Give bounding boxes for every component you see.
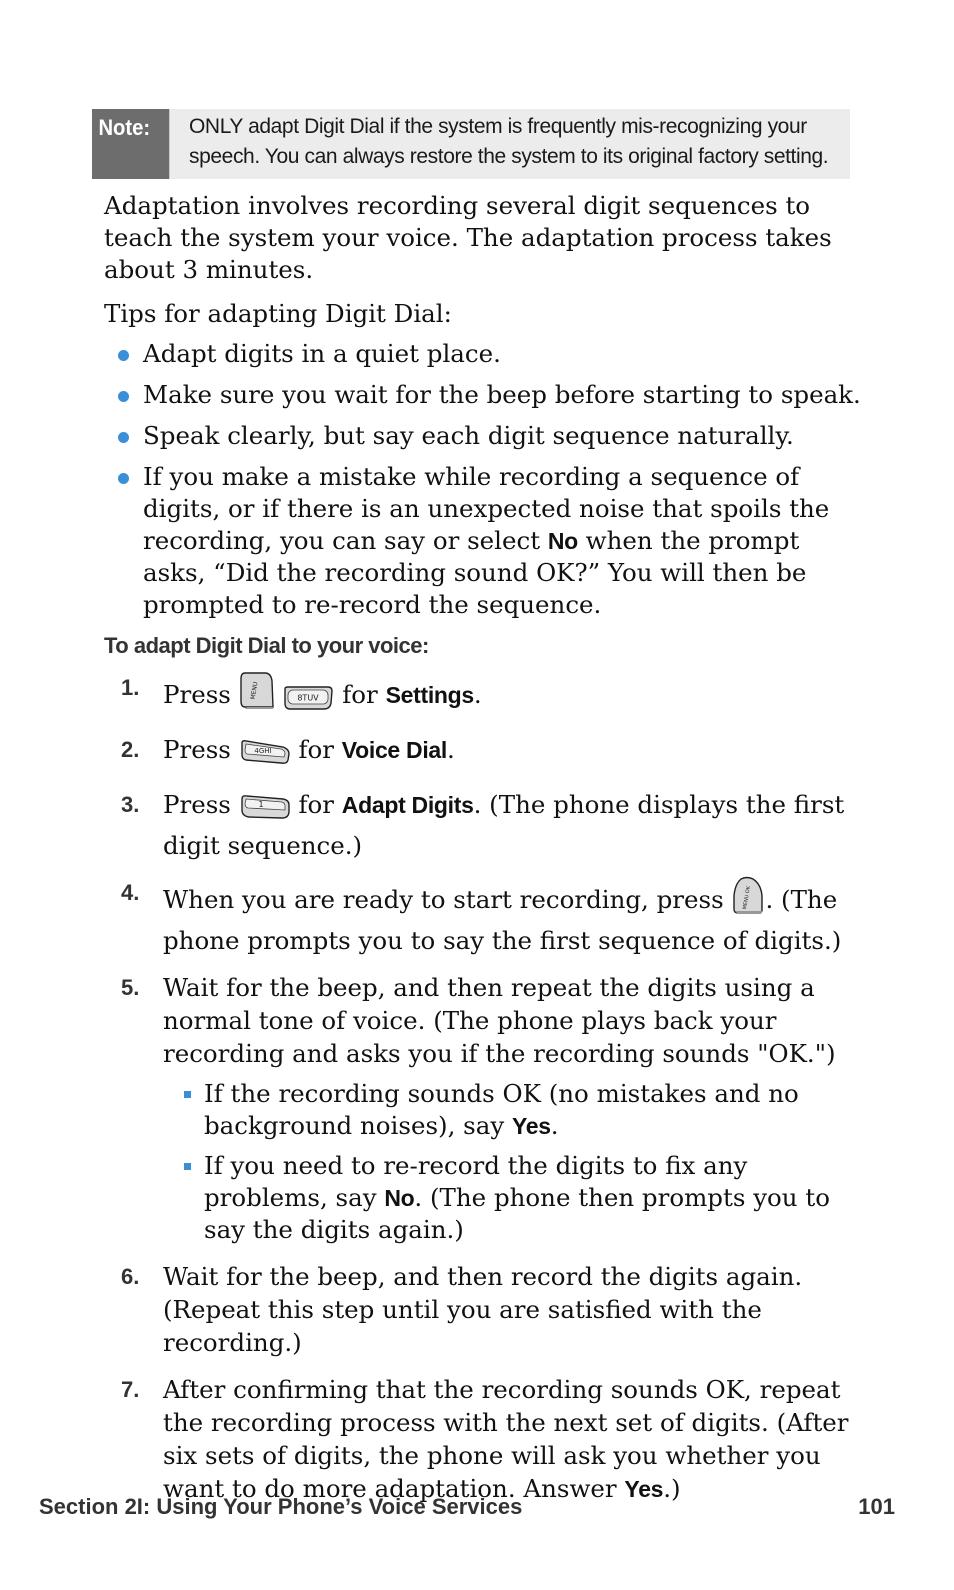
tips-list (104, 338, 864, 621)
step-number: 2. (121, 737, 140, 762)
square-bullet-icon (184, 1091, 191, 1098)
note-line-1: ONLY adapt Digit Dial if the system is frequently mis-recognizing your (189, 115, 807, 138)
keyword-yes: Yes (624, 1476, 664, 1502)
keyword-no: No (384, 1185, 415, 1211)
svg-text:8TUV: 8TUV (297, 693, 320, 703)
note-line-2: speech. You can always restore the system to its original factory setting. (189, 145, 829, 168)
step-number: 4. (121, 880, 140, 905)
step-number: 3. (121, 792, 140, 817)
bullet-icon (118, 350, 129, 361)
step-2: 2. Press 4GHI for Voice Dial. (104, 733, 864, 774)
bullet-icon (118, 432, 129, 443)
keyword-no: No (547, 528, 578, 554)
tip-item: Make sure you wait for the beep before starting to speak. (104, 379, 864, 411)
step-1: 1. Press MENU 8TUV for Settings. (104, 671, 864, 719)
key-8-icon (282, 685, 334, 719)
step-6: 6. Wait for the beep, and then record the digits again. (Repeat this step until you are satisfied with the recording.) (121, 1262, 803, 1357)
step-3: 3. Press 1 for Adapt Digits. (The phone displays the first digit sequence.) (121, 790, 845, 860)
tip-item: Adapt digits in a quiet place. (104, 338, 864, 370)
keyword-voice-dial: Voice Dial (341, 737, 447, 763)
intro-paragraph: Adaptation involves recording several digit sequences to teach the system your voice. The adaptation process takes about 3 minutes. (104, 191, 832, 284)
sub-item: If you need to re-record the digits to fix any problems, say No. (The phone then prompts you to say the digits again.) (163, 1150, 864, 1246)
step-number: 5. (121, 975, 140, 1000)
procedure-heading: To adapt Digit Dial to your voice: (104, 633, 429, 658)
tip-item: If you make a mistake while recording a sequence of digits, or if there is an unexpected noise that spoils the recording, you can say or select No when the prompt asks, “Did the recording sound OK?” You will then be prompted to re-record the sequence. (104, 461, 864, 621)
page-footer (39, 1494, 895, 1520)
svg-text:MENU: MENU (249, 681, 260, 701)
bullet-icon (118, 391, 129, 402)
menu-key-icon (239, 671, 275, 719)
note-text (176, 109, 850, 179)
step-number: 7. (121, 1377, 140, 1402)
step-5-sublist (163, 1078, 864, 1246)
keyword-yes: Yes (512, 1113, 551, 1139)
svg-text:4GHI: 4GHI (254, 747, 272, 755)
bullet-icon (118, 473, 129, 484)
tips-heading: Tips for adapting Digit Dial: (104, 299, 452, 328)
main-content (104, 190, 864, 1520)
svg-text:1: 1 (258, 800, 264, 809)
steps-list (104, 671, 864, 1506)
svg-text:MENU OK: MENU OK (742, 885, 753, 911)
keyword-adapt-digits: Adapt Digits (341, 792, 474, 818)
menu-ok-key-icon (731, 876, 765, 924)
note-box (92, 109, 850, 179)
step-7: 7. After confirming that the recording sounds OK, repeat the recording process with the next set of digits. (After six sets of digits, the phone will ask you whether you want to do more adaptation. Answer Yes.) (121, 1375, 849, 1503)
key-4-icon (239, 738, 291, 774)
tip-item: Speak clearly, but say each digit sequence naturally. (104, 420, 864, 452)
step-4: 4. When you are ready to start recording, press MENU OK . (The phone prompts you to say the first sequence of digits.) (104, 876, 864, 957)
sub-item: If the recording sounds OK (no mistakes and no background noises), say Yes. (163, 1078, 864, 1142)
step-5: 5. Wait for the beep, and then repeat the digits using a normal tone of voice. (The phone plays back your recording and asks you if the recording sounds "OK.") If the recording sounds OK (no mistakes and no background noises), say Yes. If you need to re-record the digits to fix any problems, say No. (The phone then prompts you to say the digits again.) (104, 971, 864, 1246)
page-number: 101 (858, 1494, 895, 1519)
footer-section-title: Section 2I: Using Your Phone’s Voice Services (39, 1494, 523, 1519)
note-label: Note: (92, 109, 169, 179)
square-bullet-icon (184, 1163, 191, 1170)
step-number: 6. (121, 1264, 140, 1289)
keyword-settings: Settings (385, 682, 474, 708)
key-1-icon (239, 793, 291, 829)
step-number: 1. (121, 675, 140, 700)
